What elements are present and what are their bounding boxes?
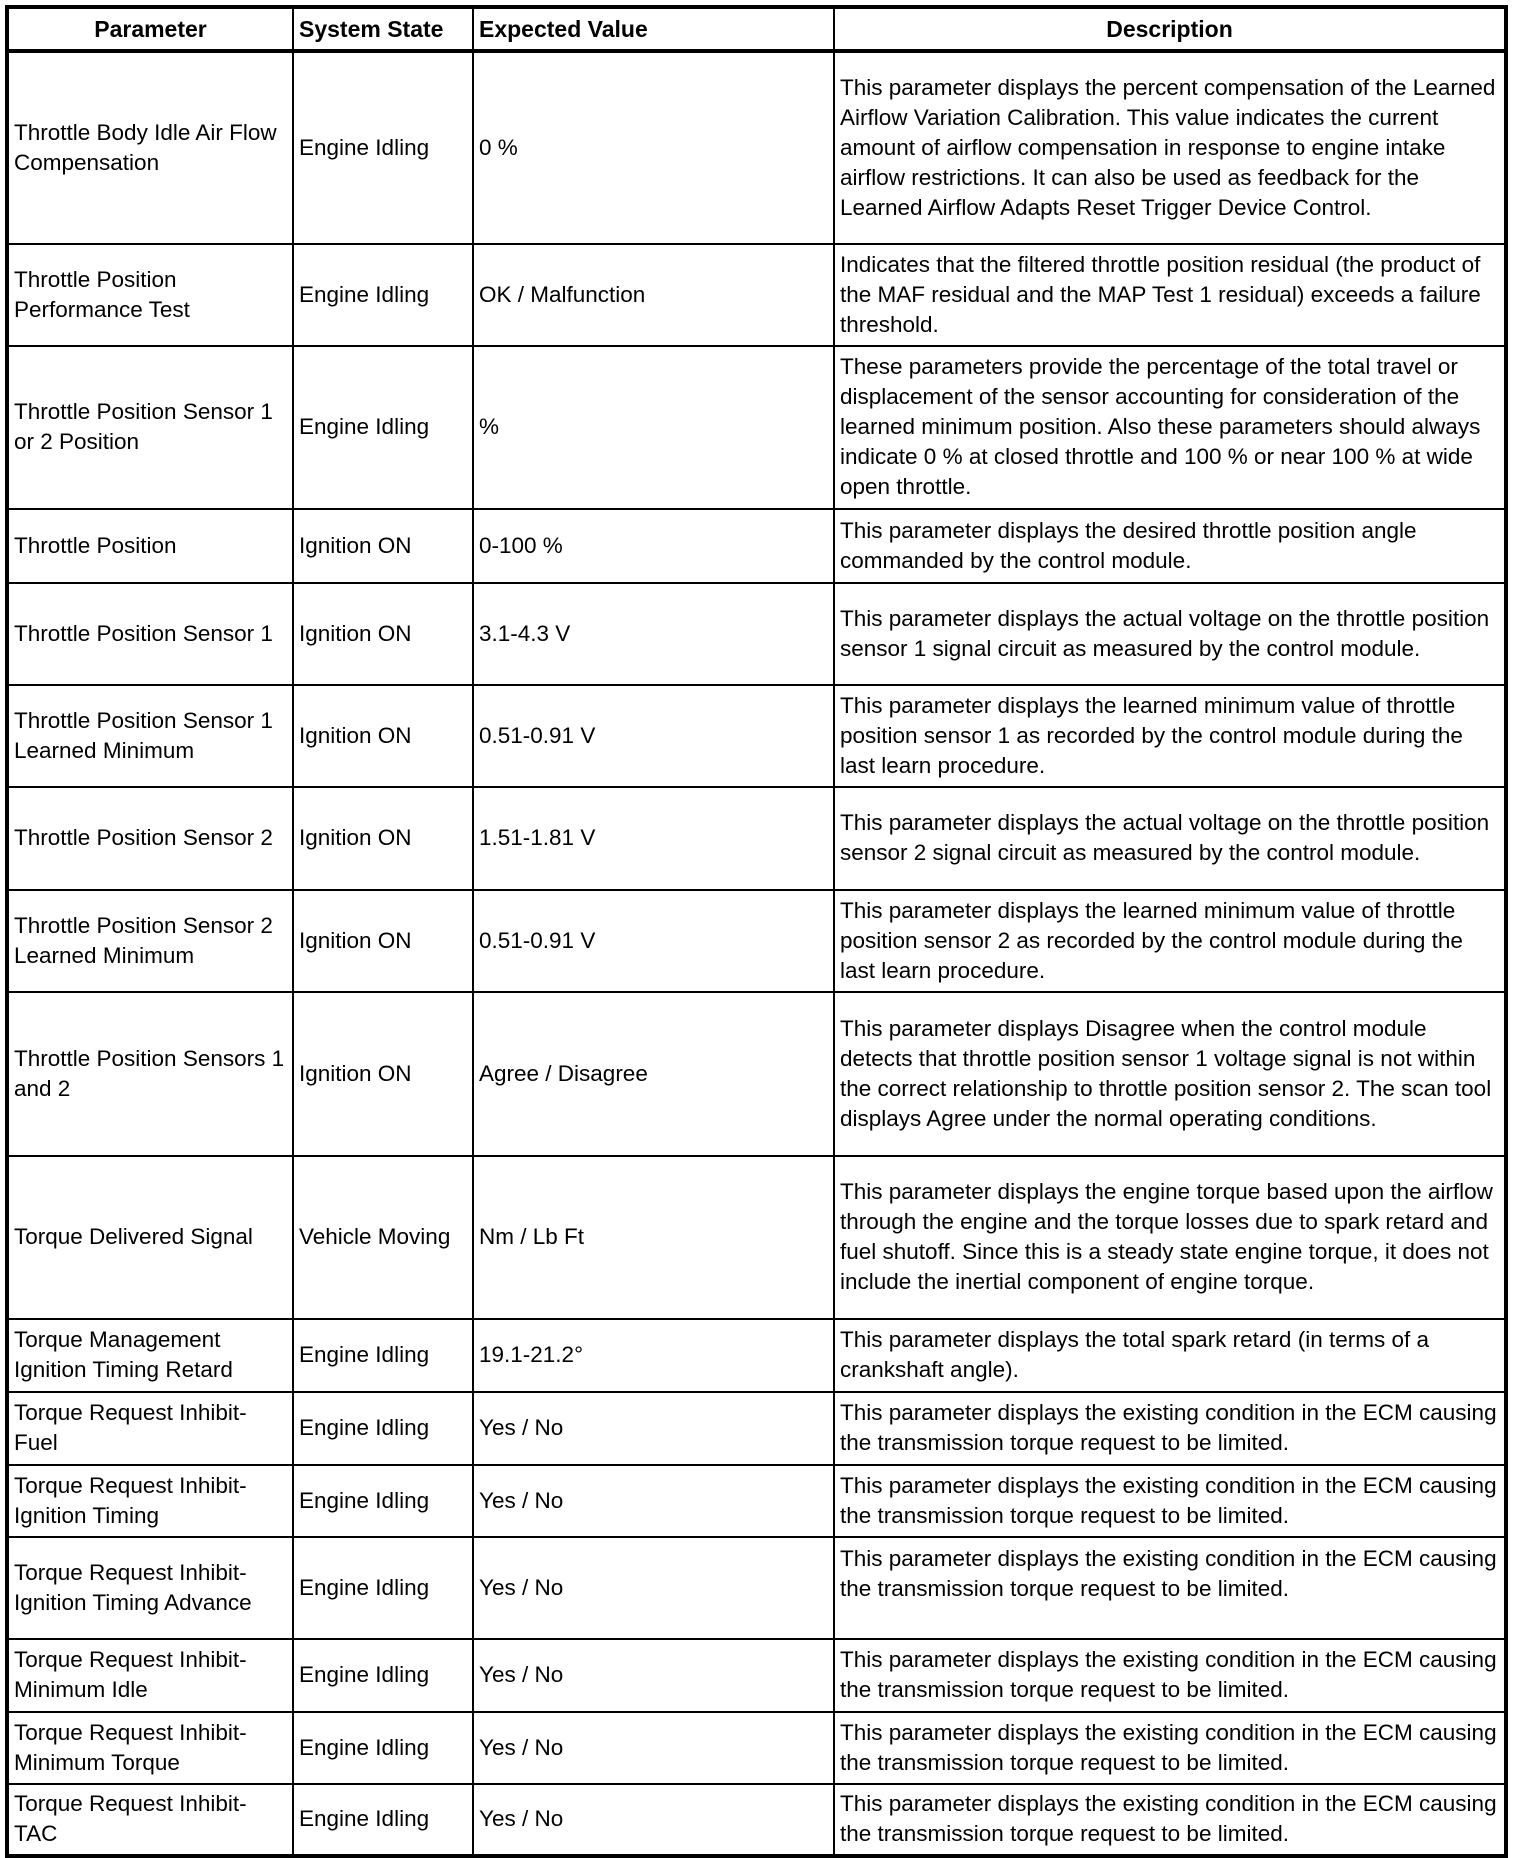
cell-expected-value: 3.1-4.3 V bbox=[473, 583, 834, 685]
cell-parameter: Torque Request Inhibit-Ignition Timing bbox=[7, 1465, 293, 1537]
cell-parameter: Throttle Position Sensor 1 bbox=[7, 583, 293, 685]
table-row bbox=[7, 1156, 1506, 1319]
cell-expected-value: 19.1-21.2° bbox=[473, 1319, 834, 1392]
cell-system-state: Ignition ON bbox=[293, 890, 473, 992]
cell-description: This parameter displays the existing condition in the ECM causing the transmission torque request to be limited. bbox=[834, 1639, 1506, 1712]
cell-description: This parameter displays the existing condition in the ECM causing the transmission torque request to be limited. bbox=[834, 1392, 1506, 1465]
cell-system-state: Engine Idling bbox=[293, 1784, 473, 1856]
table-row bbox=[7, 583, 1506, 685]
cell-system-state: Engine Idling bbox=[293, 51, 473, 244]
cell-description: Indicates that the filtered throttle position residual (the product of the MAF residual and the MAP Test 1 residual) exceeds a failure threshold. bbox=[834, 244, 1506, 346]
table-row bbox=[7, 1319, 1506, 1392]
cell-system-state: Engine Idling bbox=[293, 1712, 473, 1784]
cell-description: This parameter displays the existing condition in the ECM causing the transmission torque request to be limited. bbox=[834, 1537, 1506, 1639]
cell-description: This parameter displays the total spark retard (in terms of a crankshaft angle). bbox=[834, 1319, 1506, 1392]
table-row bbox=[7, 346, 1506, 509]
cell-parameter: Throttle Position Sensor 1 or 2 Position bbox=[7, 346, 293, 509]
header-expected-value: Expected Value bbox=[473, 7, 834, 51]
cell-description: This parameter displays the existing condition in the ECM causing the transmission torque request to be limited. bbox=[834, 1784, 1506, 1856]
cell-description: This parameter displays the learned minimum value of throttle position sensor 1 as recorded by the control module during the last learn procedure. bbox=[834, 685, 1506, 787]
cell-expected-value: 0-100 % bbox=[473, 509, 834, 583]
header-row bbox=[7, 7, 1506, 51]
table-header bbox=[7, 7, 1506, 51]
table-row bbox=[7, 1392, 1506, 1465]
cell-parameter: Throttle Position Sensor 2 Learned Minimum bbox=[7, 890, 293, 992]
cell-expected-value: 0.51-0.91 V bbox=[473, 685, 834, 787]
cell-expected-value: 0.51-0.91 V bbox=[473, 890, 834, 992]
cell-expected-value: Yes / No bbox=[473, 1392, 834, 1465]
cell-description: This parameter displays the percent compensation of the Learned Airflow Variation Calibration. This value indicates the current amount of airflow compensation in response to engine intake airflow restrictions. It can also be used as feedback for the Learned Airflow Adapts Reset Trigger Device Control. bbox=[834, 51, 1506, 244]
cell-system-state: Ignition ON bbox=[293, 787, 473, 890]
cell-system-state: Engine Idling bbox=[293, 1392, 473, 1465]
cell-system-state: Ignition ON bbox=[293, 509, 473, 583]
cell-description: This parameter displays the existing condition in the ECM causing the transmission torque request to be limited. bbox=[834, 1465, 1506, 1537]
cell-expected-value: Yes / No bbox=[473, 1784, 834, 1856]
table-row bbox=[7, 1639, 1506, 1712]
cell-description: This parameter displays the existing condition in the ECM causing the transmission torque request to be limited. bbox=[834, 1712, 1506, 1784]
cell-system-state: Engine Idling bbox=[293, 1639, 473, 1712]
cell-expected-value: Yes / No bbox=[473, 1537, 834, 1639]
table-row bbox=[7, 51, 1506, 244]
cell-parameter: Throttle Position bbox=[7, 509, 293, 583]
cell-system-state: Engine Idling bbox=[293, 1537, 473, 1639]
table-row bbox=[7, 992, 1506, 1156]
cell-system-state: Vehicle Moving bbox=[293, 1156, 473, 1319]
cell-system-state: Engine Idling bbox=[293, 1319, 473, 1392]
cell-parameter: Torque Request Inhibit-Ignition Timing Advance bbox=[7, 1537, 293, 1639]
table-row bbox=[7, 1784, 1506, 1856]
table-row bbox=[7, 685, 1506, 787]
table-body bbox=[7, 51, 1506, 1856]
cell-parameter: Throttle Body Idle Air Flow Compensation bbox=[7, 51, 293, 244]
table-row bbox=[7, 509, 1506, 583]
cell-parameter: Torque Request Inhibit-Fuel bbox=[7, 1392, 293, 1465]
table-row bbox=[7, 1537, 1506, 1639]
cell-parameter: Throttle Position Performance Test bbox=[7, 244, 293, 346]
cell-parameter: Torque Request Inhibit-TAC bbox=[7, 1784, 293, 1856]
cell-expected-value: 1.51-1.81 V bbox=[473, 787, 834, 890]
table-row bbox=[7, 787, 1506, 890]
cell-parameter: Torque Delivered Signal bbox=[7, 1156, 293, 1319]
cell-description: This parameter displays the actual voltage on the throttle position sensor 2 signal circuit as measured by the control module. bbox=[834, 787, 1506, 890]
cell-system-state: Ignition ON bbox=[293, 685, 473, 787]
cell-description: These parameters provide the percentage of the total travel or displacement of the sensor accounting for consideration of the learned minimum position. Also these parameters should always indicate 0 % at closed throttle and 100 % or near 100 % at wide open throttle. bbox=[834, 346, 1506, 509]
cell-parameter: Throttle Position Sensors 1 and 2 bbox=[7, 992, 293, 1156]
table-row bbox=[7, 244, 1506, 346]
scan-tool-data-table bbox=[5, 5, 1508, 1858]
cell-system-state: Engine Idling bbox=[293, 244, 473, 346]
header-description: Description bbox=[834, 7, 1506, 51]
cell-parameter: Torque Management Ignition Timing Retard bbox=[7, 1319, 293, 1392]
cell-parameter: Torque Request Inhibit-Minimum Idle bbox=[7, 1639, 293, 1712]
table-row bbox=[7, 1465, 1506, 1537]
cell-parameter: Torque Request Inhibit-Minimum Torque bbox=[7, 1712, 293, 1784]
cell-expected-value: Agree / Disagree bbox=[473, 992, 834, 1156]
header-system-state: System State bbox=[293, 7, 473, 51]
cell-expected-value: Yes / No bbox=[473, 1465, 834, 1537]
cell-description: This parameter displays the desired throttle position angle commanded by the control module. bbox=[834, 509, 1506, 583]
cell-expected-value: % bbox=[473, 346, 834, 509]
cell-system-state: Engine Idling bbox=[293, 1465, 473, 1537]
cell-description: This parameter displays the learned minimum value of throttle position sensor 2 as recorded by the control module during the last learn procedure. bbox=[834, 890, 1506, 992]
cell-description: This parameter displays Disagree when the control module detects that throttle position sensor 1 voltage signal is not within the correct relationship to throttle position sensor 2. The scan tool displays Agree under the normal operating conditions. bbox=[834, 992, 1506, 1156]
cell-system-state: Ignition ON bbox=[293, 583, 473, 685]
cell-parameter: Throttle Position Sensor 1 Learned Minimum bbox=[7, 685, 293, 787]
cell-system-state: Engine Idling bbox=[293, 346, 473, 509]
cell-expected-value: Yes / No bbox=[473, 1712, 834, 1784]
cell-description: This parameter displays the engine torque based upon the airflow through the engine and the torque losses due to spark retard and fuel shutoff. Since this is a steady state engine torque, it does not include the inertial component of engine torque. bbox=[834, 1156, 1506, 1319]
cell-expected-value: Nm / Lb Ft bbox=[473, 1156, 834, 1319]
table-row bbox=[7, 1712, 1506, 1784]
cell-system-state: Ignition ON bbox=[293, 992, 473, 1156]
cell-description: This parameter displays the actual voltage on the throttle position sensor 1 signal circuit as measured by the control module. bbox=[834, 583, 1506, 685]
table-row bbox=[7, 890, 1506, 992]
cell-expected-value: 0 % bbox=[473, 51, 834, 244]
header-parameter: Parameter bbox=[7, 7, 293, 51]
cell-expected-value: Yes / No bbox=[473, 1639, 834, 1712]
cell-expected-value: OK / Malfunction bbox=[473, 244, 834, 346]
cell-parameter: Throttle Position Sensor 2 bbox=[7, 787, 293, 890]
